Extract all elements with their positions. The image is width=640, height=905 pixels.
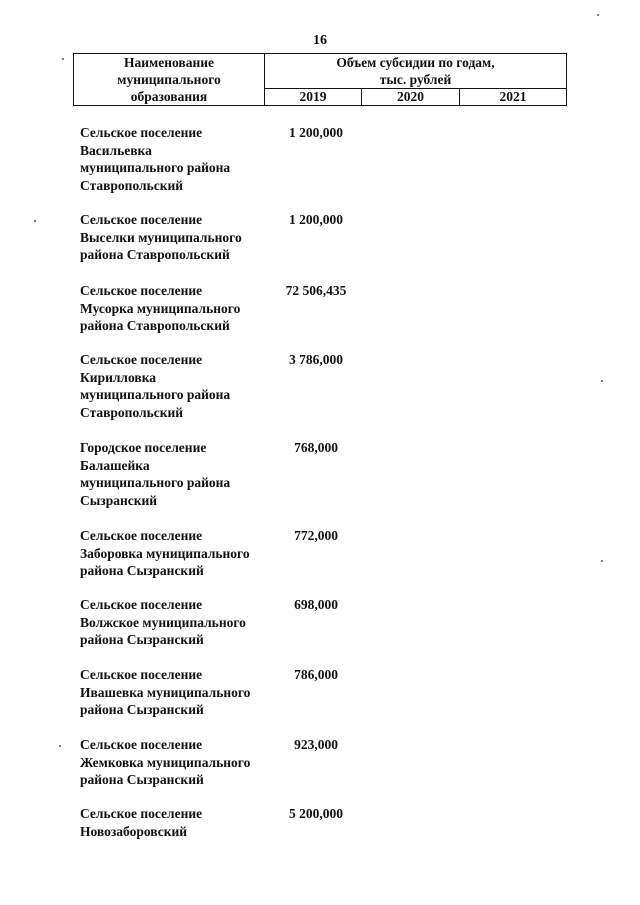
subsidy-2019: 923,000 [294,737,338,752]
municipality-name: Сельское поселение Заборовка муниципального района Сызранский [80,528,250,578]
scan-speck [597,14,599,16]
header-year-2021: 2021 [499,89,527,104]
municipality-name: Сельское поселение Волжское муниципального района Сызранский [80,597,246,647]
scan-speck [601,560,603,562]
municipality-name: Городское поселение Балашейка муниципального района Сызранский [80,440,231,508]
subsidy-2019: 786,000 [294,667,338,682]
header-years-group [265,54,566,105]
subsidy-2019: 768,000 [294,440,338,455]
header-name-column: Наименование муниципального образования [74,54,265,105]
municipality-name: Сельское поселение Новозаборовский [80,806,203,839]
municipality-name: Сельское поселение Ивашевка муниципального района Сызранский [80,667,251,717]
subsidy-2019: 1 200,000 [289,212,343,227]
subsidy-2019: 772,000 [294,528,338,543]
page-number: 16 [313,33,327,48]
subsidy-2019: 5 200,000 [289,806,343,821]
header-year-2020: 2020 [362,89,460,105]
municipality-name: Сельское поселение Кирилловка муниципального района Ставропольский [80,352,231,420]
subsidy-2019: 698,000 [294,597,338,612]
municipality-name: Сельское поселение Мусорка муниципального района Ставропольский [80,283,241,333]
subsidy-2019: 72 506,435 [285,283,347,298]
scan-speck [601,380,603,382]
table-header [73,53,567,106]
municipality-name: Сельское поселение Васильевка муниципального района Ставропольский [80,125,231,193]
subsidy-2019: 3 786,000 [289,352,343,367]
subsidy-2019: 1 200,000 [289,125,343,140]
scan-speck [34,220,36,222]
header-year-2019: 2019 [265,89,362,105]
municipality-name: Сельское поселение Выселки муниципального района Ставропольский [80,212,242,262]
scan-speck [62,58,64,60]
header-years-title: Объем субсидии по годам, тыс. рублей [265,54,566,89]
municipality-name: Сельское поселение Жемковка муниципального района Сызранский [80,737,251,787]
scan-speck [59,745,61,747]
